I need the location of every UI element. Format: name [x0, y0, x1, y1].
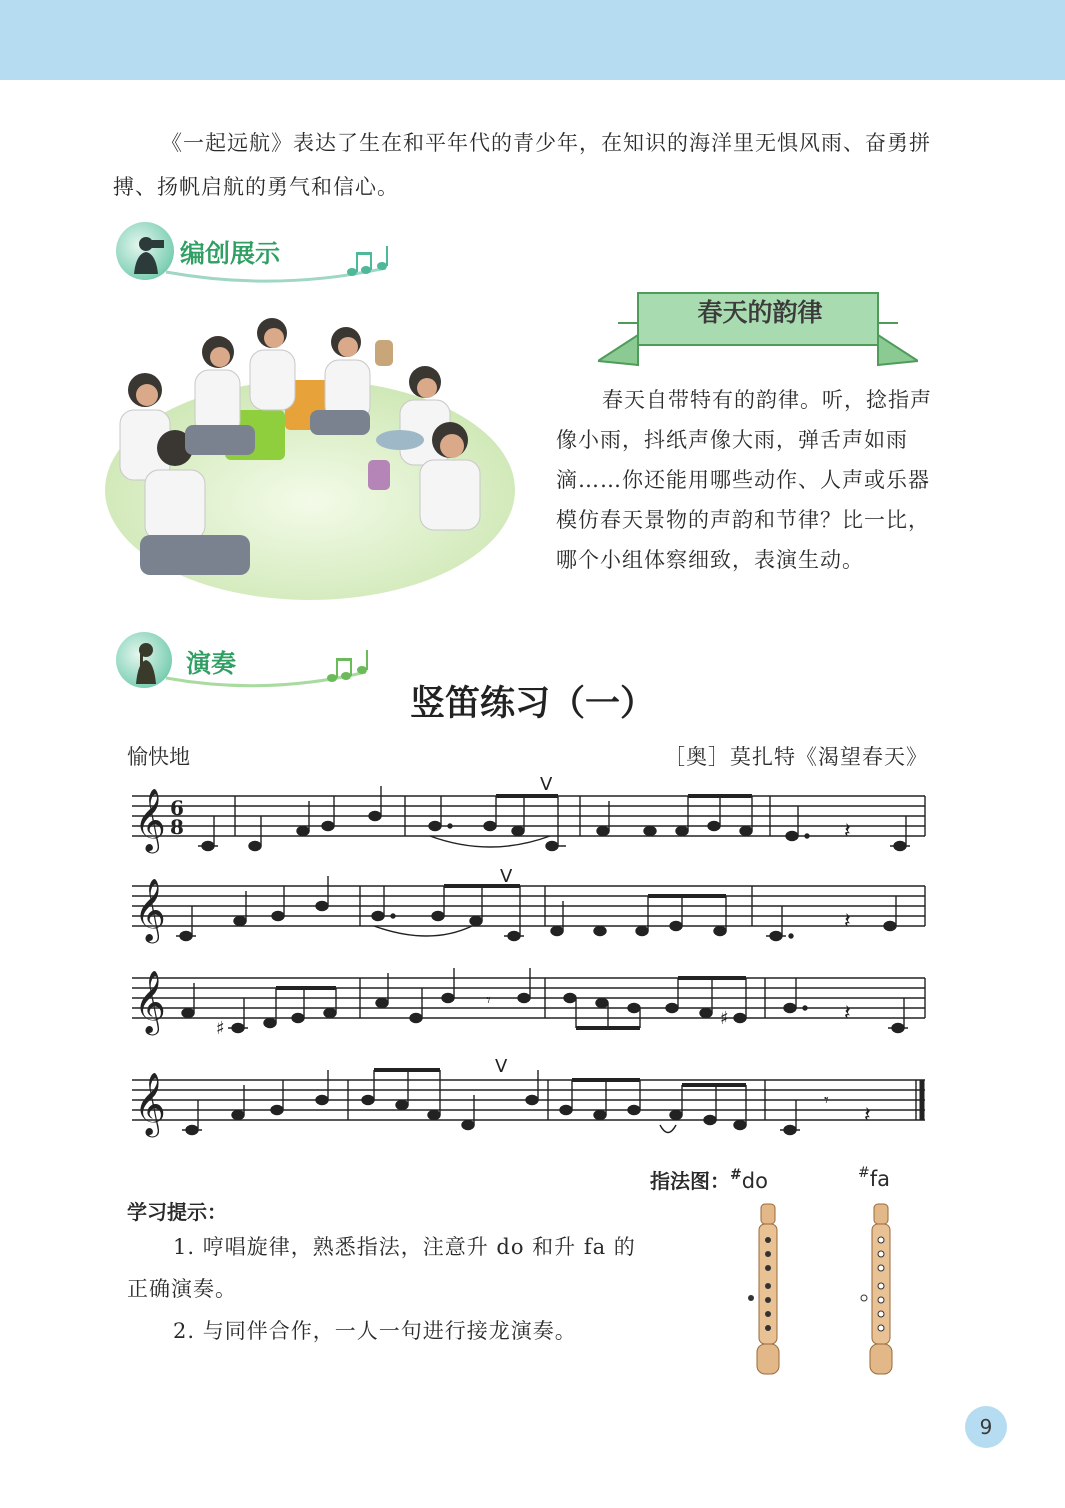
page-number: 9: [965, 1406, 1007, 1448]
recorder-fingering-do-icon: [747, 1200, 787, 1380]
time-signature-bottom: 8: [170, 815, 184, 839]
fingering-note-do: do: [741, 1169, 768, 1193]
study-tips-list: [127, 1226, 647, 1352]
breath-mark-icon: V: [500, 866, 513, 887]
top-band: [0, 0, 1065, 80]
sharp-sign: #: [730, 1167, 742, 1183]
section-label-play: 演奏: [186, 649, 237, 678]
sharp-sign-icon: ♯: [216, 1018, 225, 1039]
study-tip-item: 1. 哼唱旋律，熟悉指法，注意升 do 和升 fa 的正确演奏。: [127, 1235, 636, 1301]
composer-credit: ［奥］莫扎特《渴望春天》: [664, 745, 928, 769]
quarter-rest-icon: 𝄽: [844, 909, 851, 934]
sharp-sign: #: [858, 1165, 870, 1181]
fingering-chart-label: [650, 1165, 768, 1194]
spring-rhythm-text: 春天自带特有的韵律。听，捻指声像小雨，抖纸声像大雨，弹舌声如雨滴……你还能用哪些动作、人声或乐器模仿春天景物的声韵和节律？比一比，哪个小组体察细致，表演生动。: [556, 388, 932, 572]
quarter-rest-icon: 𝄽: [864, 1103, 871, 1128]
breath-mark-icon: V: [495, 1056, 508, 1077]
quarter-rest-icon: 𝄽: [844, 1001, 851, 1026]
breath-mark-icon: V: [540, 774, 553, 795]
section-label-create: 编创展示: [180, 239, 281, 268]
treble-clef-icon: 𝄞: [134, 970, 166, 1033]
section-heading-create: [116, 222, 366, 284]
intro-text: 《一起远航》表达了生在和平年代的青少年，在知识的海洋里无惧风雨、奋勇拼搏、扬帆启航的勇气和信心。: [113, 131, 931, 199]
treble-clef-icon: 𝄞: [134, 878, 166, 941]
fingering-chart-title: 指法图：: [650, 1169, 730, 1193]
spring-rhythm-banner: [598, 283, 918, 373]
recorder-fingering-fa-icon: [860, 1200, 900, 1380]
study-tips-heading: 学习提示：: [127, 1200, 227, 1224]
score-title: 竖笛练习（一）: [409, 684, 655, 724]
presenter-silhouette-icon: [116, 222, 174, 280]
sheet-music-staff: [120, 770, 940, 1150]
eighth-rest-icon: 𝄾: [824, 1090, 829, 1111]
quarter-rest-icon: 𝄽: [844, 819, 851, 844]
study-tip-item: 2. 与同伴合作，一人一句进行接龙演奏。: [173, 1319, 577, 1343]
staff-line-1: [132, 796, 925, 836]
treble-clef-icon: 𝄞: [134, 1072, 166, 1135]
spring-rhythm-paragraph: [556, 380, 938, 580]
fingering-note-fa: fa: [869, 1167, 890, 1191]
spring-rhythm-title: 春天的韵律: [697, 298, 823, 327]
fingering-note-fa-label: [858, 1165, 890, 1191]
intro-paragraph: [113, 121, 943, 209]
time-signature-top: 6: [170, 796, 184, 820]
staff-line-2: [132, 886, 925, 926]
eighth-rest-icon: 𝄾: [486, 990, 491, 1011]
treble-clef-icon: 𝄞: [134, 788, 166, 851]
sharp-sign-icon: ♯: [720, 1008, 729, 1029]
tempo-marking: 愉快地: [127, 745, 190, 769]
students-performing-photo: [100, 300, 520, 610]
